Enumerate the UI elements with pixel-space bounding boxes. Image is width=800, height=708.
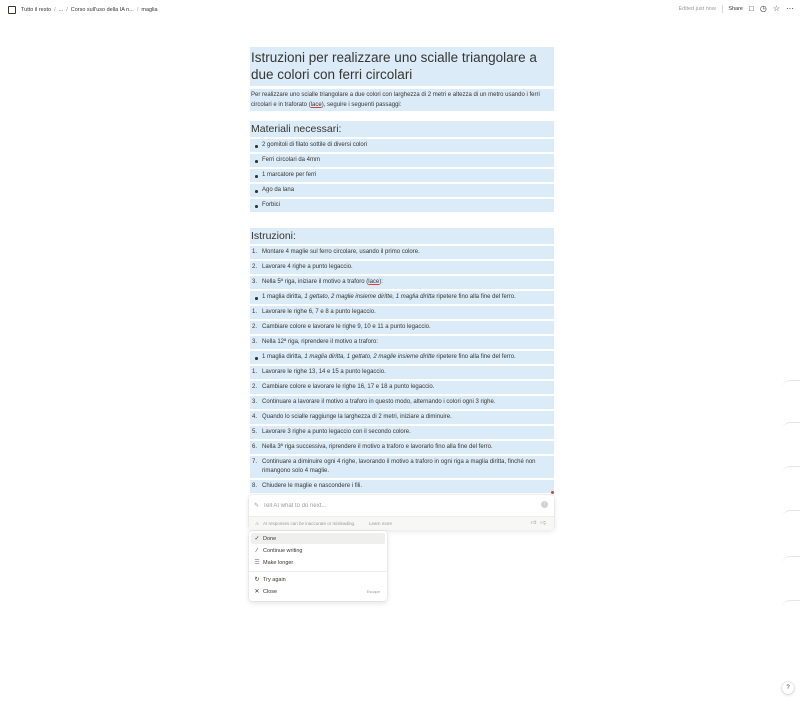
- menu-divider: [249, 571, 387, 572]
- intro-text: Per realizzare uno scialle triangolare a due colori con larghezza di 2 metri e altezza di un metro usando i ferri circolari e in traforato (: [251, 92, 540, 108]
- edge-decoration: [782, 466, 800, 481]
- edge-decoration: [782, 600, 800, 615]
- sparkle-icon: ✎: [254, 503, 260, 509]
- check-icon: ✓: [254, 536, 260, 542]
- step-text: Continuare a diminuire ogni 4 righe, lavorando il motivo a traforo in ogni riga a maglia diritta, finché non rimangono solo 4 maglie.: [262, 459, 536, 474]
- list-item[interactable]: Ago da lana: [250, 184, 554, 197]
- breadcrumb: [8, 6, 158, 14]
- menu-item-make-longer[interactable]: [251, 557, 385, 568]
- cursor-dot: [551, 491, 554, 494]
- step-item[interactable]: [250, 411, 554, 424]
- breadcrumb-separator: /: [136, 7, 139, 13]
- thumbs-down-icon[interactable]: 👎︎: [540, 520, 546, 526]
- learn-more-link[interactable]: Learn more: [369, 521, 393, 526]
- page-title[interactable]: Istruzioni per realizzare uno scialle triangolare a due colori con ferri circolari: [250, 47, 554, 86]
- breadcrumb-item-corso[interactable]: Corso sull'uso della IA n...: [70, 7, 134, 13]
- step-text: Cambiare colore e lavorare le righe 16, 17 e 18 a punto legaccio.: [262, 384, 435, 390]
- thumbs-up-icon[interactable]: 👍︎: [530, 520, 537, 526]
- pattern-text-end: ripetere fino alla fine del ferro.: [434, 294, 516, 300]
- step-text: Continuare a lavorare il motivo a traforo in questo modo, alternando i colori ogni 3 righe.: [262, 399, 496, 405]
- menu-item-label: Continue writing: [263, 547, 303, 554]
- ai-warning-text: AI responses can be inaccurate or misleading.: [263, 521, 356, 526]
- list-item[interactable]: Forbici: [250, 199, 554, 212]
- step-number: 1.: [252, 309, 258, 315]
- page-icon: [8, 6, 16, 14]
- intro-paragraph[interactable]: [250, 89, 554, 111]
- shortcut-hint: Escape: [366, 589, 380, 594]
- step-number: 1.: [252, 249, 258, 255]
- step-text: Chiudere le maglie e nascondere i fili.: [262, 483, 363, 489]
- breadcrumb-separator: /: [54, 7, 56, 13]
- breadcrumb-item-ellipsis[interactable]: ...: [58, 7, 64, 13]
- step-item[interactable]: [250, 480, 554, 493]
- menu-item-label: Done: [263, 535, 277, 542]
- step-number: 6.: [252, 444, 258, 450]
- menu-item-label: Try again: [263, 576, 286, 583]
- step-text: Lavorare 3 righe a punto legaccio con il secondo colore.: [262, 429, 411, 435]
- share-button[interactable]: Share: [728, 6, 743, 12]
- intro-text-end: ), seguire i seguenti passaggi:: [321, 102, 402, 108]
- pattern-emphasis: 1 maglia diritta, 1 gettato, 2 maglie insieme diritte: [304, 354, 435, 360]
- intro-lace-word: lace: [310, 102, 322, 108]
- step-item[interactable]: [250, 396, 554, 409]
- step-number: 2.: [252, 384, 258, 390]
- close-icon: ✕: [254, 589, 260, 595]
- step-number: 3.: [252, 339, 258, 345]
- edge-decoration: [782, 556, 800, 571]
- pen-icon: ∕: [256, 547, 258, 554]
- step-text-end: ):: [379, 279, 383, 285]
- breadcrumb-separator: /: [66, 7, 68, 13]
- feedback-buttons: [531, 520, 546, 526]
- step-item[interactable]: [250, 321, 554, 334]
- menu-item-try-again[interactable]: [251, 574, 385, 585]
- menu-item-close[interactable]: [251, 586, 385, 597]
- history-icon[interactable]: ◷: [759, 4, 767, 13]
- step-item[interactable]: [250, 441, 554, 454]
- more-icon[interactable]: ⋯: [786, 4, 794, 13]
- step-item[interactable]: [250, 366, 554, 379]
- warning-icon: ⚠: [255, 521, 260, 526]
- list-item[interactable]: 2 gomitoli di filato sottile di diversi colori: [250, 139, 554, 152]
- menu-item-label: Close: [263, 588, 278, 595]
- step-lace-word: lace: [368, 279, 380, 285]
- step-item[interactable]: [250, 381, 554, 394]
- step-number: 3.: [252, 399, 258, 405]
- step-number: 8.: [252, 483, 258, 489]
- step-number: 7.: [252, 459, 258, 465]
- pattern-text: 1 maglia diritta,: [262, 354, 305, 360]
- document-body: [250, 47, 554, 507]
- ai-action-menu: [249, 531, 387, 601]
- menu-item-label: Make longer: [263, 559, 294, 566]
- pattern-item[interactable]: [250, 351, 554, 364]
- list-item[interactable]: Ferri circolari da 4mm: [250, 154, 554, 167]
- send-icon[interactable]: ↑: [541, 501, 548, 508]
- step-item[interactable]: [250, 306, 554, 319]
- materials-heading[interactable]: Materiali necessari:: [250, 121, 554, 137]
- step-number: 4.: [252, 414, 258, 420]
- retry-icon: ↻: [254, 577, 260, 583]
- edited-status: Edited just now: [678, 6, 716, 12]
- step-number: 3.: [252, 279, 258, 285]
- menu-item-done[interactable]: [251, 533, 385, 544]
- ai-prompt-input[interactable]: [255, 500, 543, 512]
- edge-decoration: [782, 510, 800, 525]
- list-item[interactable]: 1 marcatore per ferri: [250, 169, 554, 182]
- step-item[interactable]: [250, 336, 554, 349]
- pattern-text: 1 maglia diritta,: [262, 294, 305, 300]
- step-item[interactable]: [250, 246, 554, 259]
- step-text: Quando lo scialle raggiunge la larghezza di 2 metri, iniziare a diminuire.: [262, 414, 452, 420]
- step-text: Lavorare 4 righe a punto legaccio.: [262, 264, 353, 270]
- ai-prompt-box: [249, 495, 554, 529]
- step-item[interactable]: [250, 426, 554, 439]
- step-text: Nella 12ª riga, riprendere il motivo a traforo:: [262, 339, 378, 345]
- step-item[interactable]: [250, 261, 554, 274]
- step-number: 5.: [252, 429, 258, 435]
- help-button[interactable]: ?: [782, 682, 794, 694]
- menu-item-continue-writing[interactable]: [251, 545, 385, 556]
- breadcrumb-item-maglia[interactable]: maglia: [141, 7, 158, 13]
- step-item[interactable]: [250, 456, 554, 478]
- step-item[interactable]: [250, 276, 554, 289]
- step-text: Nella 5ª riga, iniziare il motivo a traforo (: [262, 279, 369, 285]
- step-text: Lavorare le righe 6, 7 e 8 a punto legaccio.: [262, 309, 376, 315]
- step-number: 1.: [252, 369, 258, 375]
- star-icon[interactable]: ☆: [772, 4, 780, 13]
- pattern-item[interactable]: [250, 291, 554, 304]
- ai-footer: [249, 516, 554, 530]
- lines-icon: ☰: [254, 560, 260, 566]
- pattern-emphasis: 1 gettato, 2 maglie insieme diritte, 1 maglia diritta: [304, 294, 435, 300]
- edge-decoration: [782, 422, 800, 437]
- step-text: Cambiare colore e lavorare le righe 9, 10 e 11 a punto legaccio.: [262, 324, 431, 330]
- step-text: Nella 3ª riga successiva, riprendere il motivo a traforo e lavorarlo fino alla fine del ferro.: [262, 444, 493, 450]
- top-bar: [0, 0, 800, 18]
- pattern-text-end: ripetere fino alla fine del ferro.: [434, 354, 516, 360]
- topbar-actions: [679, 5, 795, 13]
- step-number: 2.: [252, 264, 258, 270]
- divider: [722, 5, 723, 13]
- step-number: 2.: [252, 324, 258, 330]
- edge-decoration: [782, 380, 800, 395]
- step-text: Lavorare le righe 13, 14 e 15 a punto legaccio.: [262, 369, 386, 375]
- comment-icon[interactable]: □: [749, 4, 754, 13]
- instructions-heading[interactable]: Istruzioni:: [250, 228, 554, 244]
- breadcrumb-item-tutto[interactable]: Tutto il resto: [21, 7, 52, 13]
- step-text: Montare 4 maglie sul ferro circolare, usando il primo colore.: [262, 249, 420, 255]
